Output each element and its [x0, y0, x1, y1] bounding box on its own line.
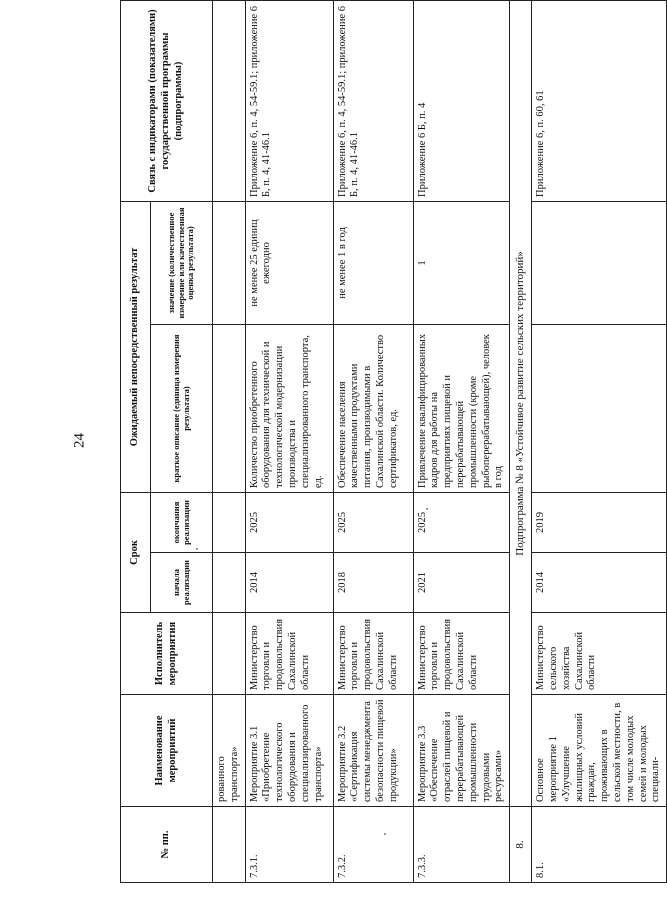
cell-link: Приложение 6, п. 60, 61	[532, 0, 667, 201]
cell-value: не менее 25 единиц ежегодно	[245, 201, 333, 324]
header-result: Ожидаемый непосредственный результат	[121, 201, 151, 492]
cell-executor: Министерство торговли и продовольствия Сахалинской области	[333, 613, 413, 695]
cell-num: 7.3.2.	[333, 807, 413, 883]
header-name: Наименование мероприятий	[121, 695, 213, 807]
cell-name: Мероприятие 3.2 «Сертификация системы менеджмента безопасности пищевой продукции»	[333, 695, 413, 807]
cell-num: 7.3.1.	[245, 807, 333, 883]
cell-name: Основное мероприятие 1 «Улучшение жилищных условий граждан, проживающих в сельской местности, в том числе молодых семей и молодых специали-	[532, 695, 667, 807]
cell-num	[213, 807, 246, 883]
cell-desc: Количество приобретенного оборудования для технической и технологической модернизации производства и специализированного транспорта, ед.	[245, 324, 333, 492]
header-term: Срок	[121, 492, 151, 612]
header-result-desc: краткое описание (единица измерения результата)	[151, 324, 213, 492]
cell-start: 2021	[413, 553, 510, 613]
cell-end: 2019	[532, 492, 667, 552]
header-num: № пп.	[121, 807, 213, 883]
cell-desc: Обеспечение населения качественными продуктами питания, производимыми в Сахалинской области. Количество сертификатов, ед.	[333, 324, 413, 492]
cell-executor: Министерство торговли и продовольствия Сахалинской области	[413, 613, 510, 695]
cell-end: 2025	[245, 492, 333, 552]
header-result-value: значение (количественное измерение или качественная оценка результата)	[151, 201, 213, 324]
header-executor: Исполнитель мероприятия	[121, 613, 213, 695]
cell-desc	[532, 324, 667, 492]
cell-start: 2014	[532, 553, 667, 613]
cell-value: не менее 1 в год	[333, 201, 413, 324]
activities-table	[120, 0, 667, 883]
header-term-start: начала реализации	[151, 553, 213, 613]
cell-desc: Привлечение квалифицированных кадров для работы на предприятиях пищевой и перерабатывающей промышленности (кроме рыбоперерабатывающей), человек в год	[413, 324, 510, 492]
cell-name: Мероприятие 3.3 «Обеспечение отраслей пищевой и перерабатывающей промышленности трудовыми ресурсами»	[413, 695, 510, 807]
table-row	[532, 0, 667, 882]
cell-link: Приложение 6, п. 4, 54-59.1; приложение 6 Б, п. 4, 41-46.1	[333, 0, 413, 201]
cell-link: Приложение 6 Б, п. 4	[413, 0, 510, 201]
subprogram-title: Подпрограмма № 8 «Устойчивое развитие сельских территорий»	[510, 0, 532, 806]
header-term-end: окончания реализации	[151, 492, 213, 552]
cell-value: 1	[413, 201, 510, 324]
table-row	[333, 0, 413, 882]
cell-executor: Министерство торговли и продовольствия Сахалинской области	[245, 613, 333, 695]
page-number: 24	[71, 433, 88, 448]
table-row	[245, 0, 333, 882]
cell-executor: Министерство сельского хозяйства Сахалинской области	[532, 613, 667, 695]
cell-end: 2025	[413, 492, 510, 552]
cell-value	[532, 201, 667, 324]
cell-num: 8.1.	[532, 807, 667, 883]
table-row-continuation	[213, 0, 246, 882]
cell-start: 2018	[333, 553, 413, 613]
rotated-page-content	[110, 0, 662, 905]
cell-name: рованного транспорта»	[213, 695, 246, 807]
cell-link: Приложение 6, п. 4, 54-59.1; приложение 6 Б, п. 4, 41-46.1	[245, 0, 333, 201]
table-row	[413, 0, 510, 882]
cell-name: Мероприятие 3.1 «Приобретение технологического оборудования и специализированного транспорта»	[245, 695, 333, 807]
subprogram-row	[510, 0, 532, 882]
cell-num: 8.	[510, 807, 532, 883]
cell-end: 2025	[333, 492, 413, 552]
cell-num: 7.3.3.	[413, 807, 510, 883]
header-link: Связь с индикаторами (показателями) государственной программы (подпрограммы)	[121, 0, 213, 201]
cell-start: 2014	[245, 553, 333, 613]
